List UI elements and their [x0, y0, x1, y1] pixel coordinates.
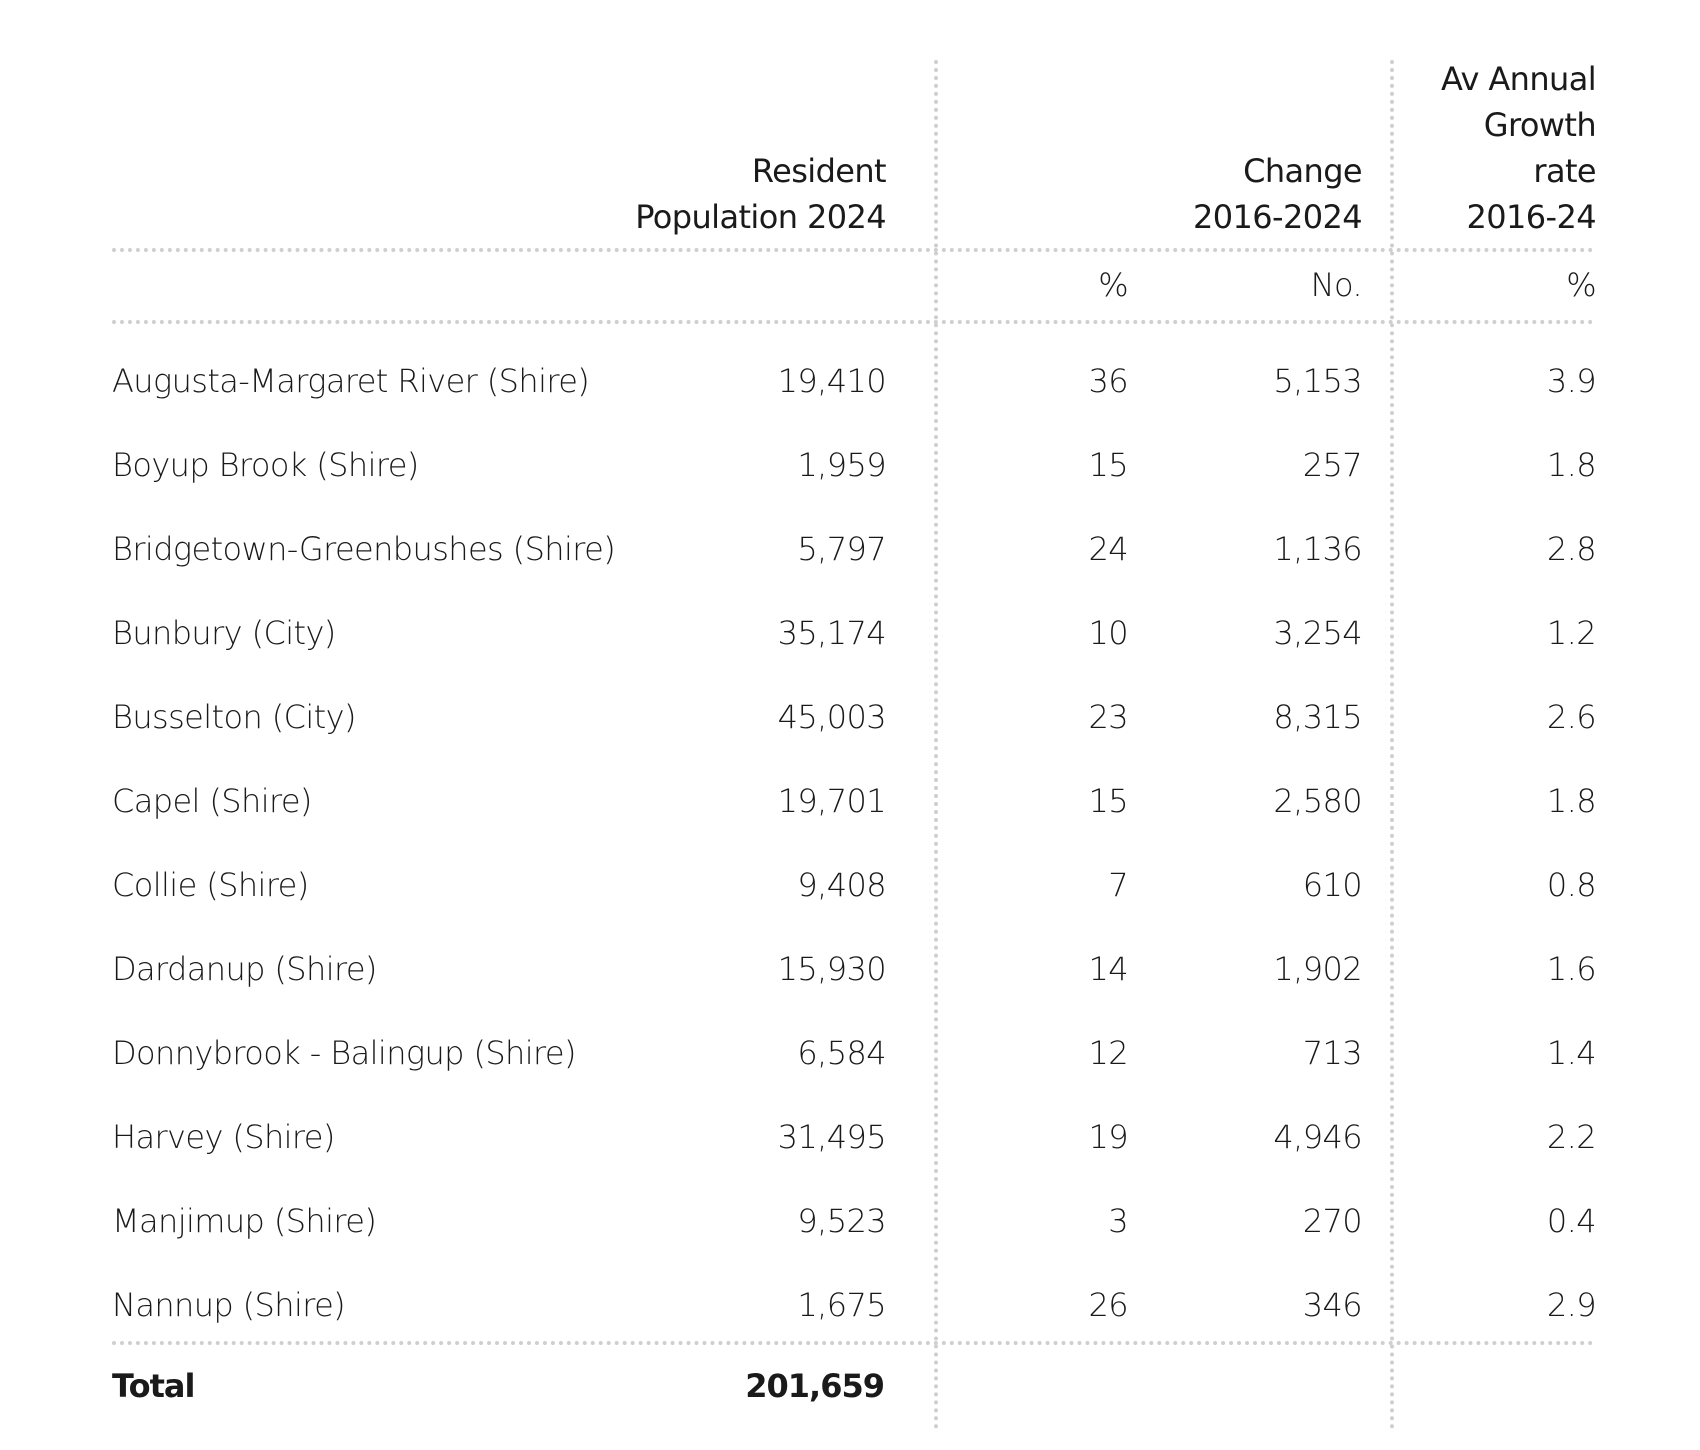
cell-population: 1,675: [797, 1286, 886, 1324]
cell-name: Dardanup (Shire): [112, 950, 377, 988]
cell-population: 31,495: [777, 1118, 886, 1156]
cell-change-no: 270: [1302, 1202, 1362, 1240]
cell-population: 5,797: [797, 530, 886, 568]
header-growth-line4: 2016-24: [1466, 198, 1596, 236]
cell-name: Donnybrook - Balingup (Shire): [112, 1034, 576, 1072]
cell-change-pct: 3: [1108, 1202, 1128, 1240]
cell-growth: 1.6: [1546, 950, 1596, 988]
cell-change-no: 3,254: [1273, 614, 1362, 652]
cell-change-pct: 23: [1088, 698, 1128, 736]
header-change-line2: 2016-2024: [1192, 198, 1362, 236]
cell-name: Harvey (Shire): [112, 1118, 335, 1156]
cell-change-pct: 15: [1088, 782, 1128, 820]
cell-name: Augusta-Margaret River (Shire): [112, 362, 590, 400]
cell-name: Boyup Brook (Shire): [112, 446, 419, 484]
cell-change-no: 257: [1302, 446, 1362, 484]
cell-growth: 2.2: [1546, 1118, 1596, 1156]
rule-col-divider-1: [934, 60, 938, 1430]
unit-change-no: No.: [1310, 266, 1362, 304]
cell-population: 35,174: [777, 614, 886, 652]
cell-change-no: 5,153: [1273, 362, 1362, 400]
cell-change-pct: 24: [1088, 530, 1128, 568]
unit-growth: %: [1566, 266, 1596, 304]
cell-change-no: 713: [1302, 1034, 1362, 1072]
header-population-line2: Population 2024: [635, 198, 886, 236]
header-population: [586, 148, 886, 240]
rule-under-header: [112, 248, 1594, 252]
cell-growth: 1.4: [1546, 1034, 1596, 1072]
total-population: 201,659: [745, 1367, 884, 1405]
cell-change-pct: 10: [1088, 614, 1128, 652]
cell-population: 9,523: [797, 1202, 886, 1240]
cell-growth: 0.4: [1546, 1202, 1596, 1240]
cell-population: 1,959: [797, 446, 886, 484]
cell-growth: 1.8: [1546, 446, 1596, 484]
cell-name: Busselton (City): [112, 698, 356, 736]
cell-change-no: 8,315: [1273, 698, 1362, 736]
cell-name: Manjimup (Shire): [112, 1202, 377, 1240]
cell-change-no: 4,946: [1273, 1118, 1362, 1156]
header-growth-line2: Growth: [1483, 106, 1596, 144]
rule-col-divider-2: [1390, 60, 1394, 1430]
cell-name: Bridgetown-Greenbushes (Shire): [112, 530, 616, 568]
cell-change-pct: 12: [1088, 1034, 1128, 1072]
header-growth-line1: Av Annual: [1441, 60, 1596, 98]
cell-change-pct: 36: [1088, 362, 1128, 400]
cell-change-no: 1,136: [1273, 530, 1362, 568]
header-change-line1: Change: [1243, 152, 1362, 190]
rule-under-units: [112, 320, 1594, 324]
header-change: [1062, 148, 1362, 240]
cell-growth: 1.8: [1546, 782, 1596, 820]
cell-name: Capel (Shire): [112, 782, 312, 820]
cell-growth: 1.2: [1546, 614, 1596, 652]
cell-growth: 2.6: [1546, 698, 1596, 736]
cell-name: Bunbury (City): [112, 614, 336, 652]
rule-above-total: [112, 1341, 1594, 1345]
header-growth-line3: rate: [1533, 152, 1596, 190]
total-label: Total: [112, 1367, 195, 1405]
cell-change-pct: 26: [1088, 1286, 1128, 1324]
cell-population: 9,408: [797, 866, 886, 904]
cell-population: 19,701: [777, 782, 886, 820]
cell-change-no: 2,580: [1273, 782, 1362, 820]
cell-growth: 2.9: [1546, 1286, 1596, 1324]
cell-growth: 0.8: [1546, 866, 1596, 904]
cell-name: Collie (Shire): [112, 866, 309, 904]
cell-change-no: 346: [1302, 1286, 1362, 1324]
cell-population: 15,930: [777, 950, 886, 988]
cell-change-no: 1,902: [1273, 950, 1362, 988]
unit-change-pct: %: [1098, 266, 1128, 304]
cell-change-pct: 14: [1088, 950, 1128, 988]
cell-population: 6,584: [797, 1034, 886, 1072]
cell-name: Nannup (Shire): [112, 1286, 346, 1324]
cell-change-pct: 19: [1088, 1118, 1128, 1156]
cell-population: 45,003: [777, 698, 886, 736]
cell-growth: 3.9: [1546, 362, 1596, 400]
cell-growth: 2.8: [1546, 530, 1596, 568]
cell-change-pct: 7: [1108, 866, 1128, 904]
cell-population: 19,410: [777, 362, 886, 400]
cell-change-pct: 15: [1088, 446, 1128, 484]
header-growth: [1376, 56, 1596, 240]
cell-change-no: 610: [1302, 866, 1362, 904]
header-population-line1: Resident: [751, 152, 886, 190]
